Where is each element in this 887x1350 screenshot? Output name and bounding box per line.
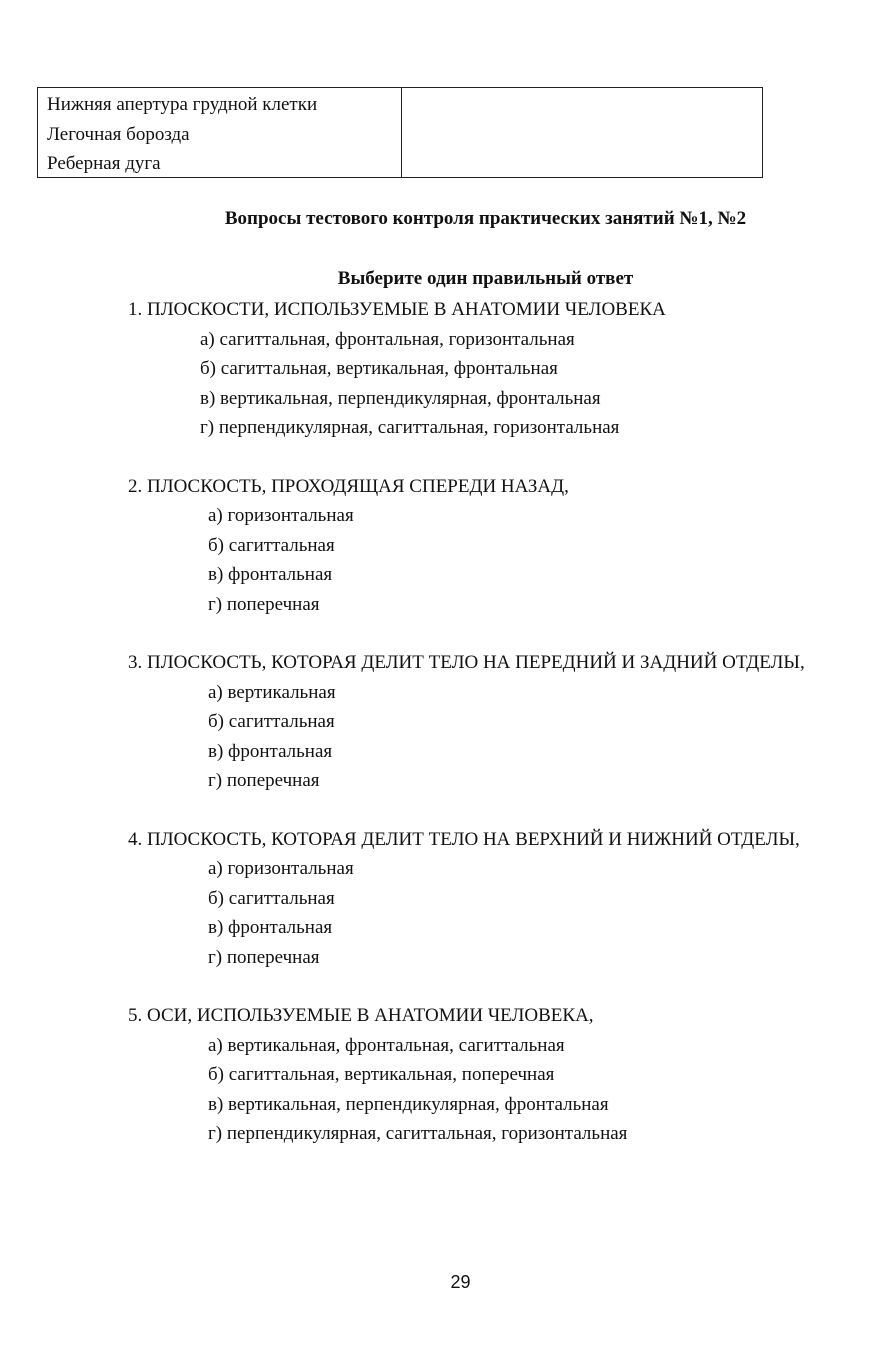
spacer [128, 796, 848, 825]
answer-option: г) поперечная [208, 946, 320, 968]
answer-option: в) фронтальная [208, 740, 333, 762]
question-text: 2. ПЛОСКОСТЬ, ПРОХОДЯЩАЯ СПЕРЕДИ НАЗАД, [128, 475, 569, 497]
terms-table-right-cell [402, 88, 762, 177]
answer-options [208, 501, 848, 619]
question-4 [128, 825, 848, 973]
term-line: Нижняя апертура грудной клетки [47, 94, 318, 115]
answer-options [200, 325, 848, 443]
answer-options [208, 854, 848, 972]
page-number: 29 [450, 1272, 471, 1292]
question-5 [128, 1001, 848, 1149]
question-text: 3. ПЛОСКОСТЬ, КОТОРАЯ ДЕЛИТ ТЕЛО НА ПЕРЕДНИЙ И ЗАДНИЙ ОТДЕЛЫ, [128, 652, 805, 673]
answer-options [208, 678, 848, 796]
answer-option: в) фронтальная [208, 564, 333, 585]
question-text: 4. ПЛОСКОСТЬ, КОТОРАЯ ДЕЛИТ ТЕЛО НА ВЕРХНИЙ И НИЖНИЙ ОТДЕЛЫ, [128, 828, 800, 850]
answer-option: а) горизонтальная [208, 505, 354, 526]
answer-option: г) поперечная [208, 593, 320, 615]
answer-option: в) фронтальная [208, 917, 333, 938]
spacer [128, 972, 848, 1001]
terms-table-left-cell [38, 88, 402, 177]
answer-options [208, 1031, 848, 1149]
term-line: Реберная дуга [47, 153, 161, 174]
question-3 [128, 648, 848, 796]
question-1 [128, 295, 848, 443]
answer-option: б) сагиттальная [208, 711, 335, 732]
answer-option: б) сагиттальная, вертикальная, поперечная [208, 1064, 555, 1085]
spacer [128, 443, 848, 472]
question-text: 1. ПЛОСКОСТИ, ИСПОЛЬЗУЕМЫЕ В АНАТОМИИ ЧЕЛОВЕКА [128, 299, 666, 320]
spacer [128, 619, 848, 648]
terms-table [37, 87, 763, 178]
answer-option: а) горизонтальная [208, 858, 354, 879]
answer-option: г) поперечная [208, 770, 320, 791]
answer-option: б) сагиттальная [208, 534, 335, 556]
answer-option: а) вертикальная, фронтальная, сагиттальная [208, 1034, 565, 1056]
answer-option: б) сагиттальная [208, 887, 335, 909]
question-text: 5. ОСИ, ИСПОЛЬЗУЕМЫЕ В АНАТОМИИ ЧЕЛОВЕКА, [128, 1005, 594, 1026]
section-heading: Вопросы тестового контроля практических занятий №1, №2 [224, 208, 747, 229]
question-2 [128, 472, 848, 620]
answer-option: а) сагиттальная, фронтальная, горизонтальная [200, 328, 575, 350]
answer-option: в) вертикальная, перпендикулярная, фронтальная [200, 387, 601, 409]
answer-option: г) перпендикулярная, сагиттальная, горизонтальная [208, 1123, 628, 1144]
answer-option: г) перпендикулярная, сагиттальная, горизонтальная [200, 417, 620, 438]
question-list [128, 295, 848, 1149]
term-line: Легочная борозда [47, 123, 190, 145]
answer-option: в) вертикальная, перпендикулярная, фронтальная [208, 1093, 609, 1115]
answer-option: б) сагиттальная, вертикальная, фронтальная [200, 358, 558, 379]
answer-option: а) вертикальная [208, 681, 336, 703]
instruction-heading: Выберите один правильный ответ [337, 268, 634, 289]
